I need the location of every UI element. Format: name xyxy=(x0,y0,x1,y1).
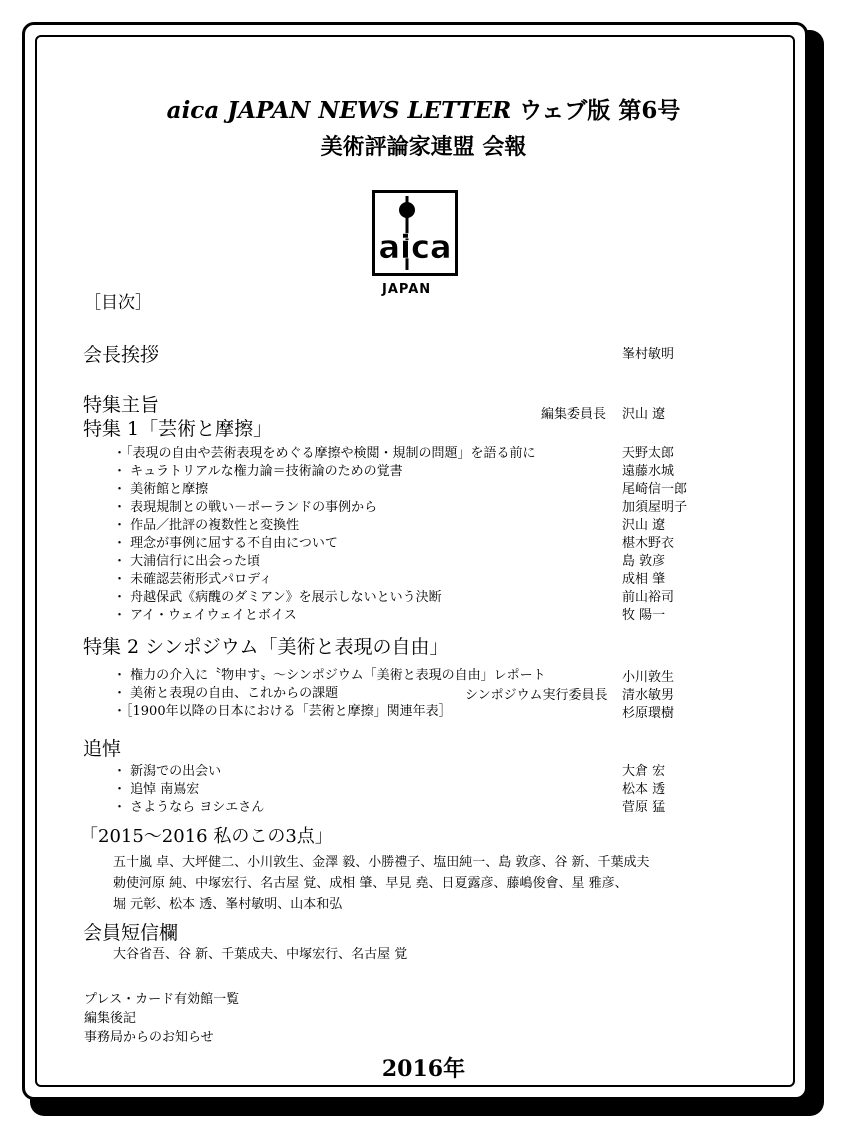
list-item-author: 菅原 猛 xyxy=(622,800,666,815)
members-line: 大谷省吾、谷 新、千葉成夫、中塚宏行、名古屋 覚 xyxy=(113,947,408,962)
list-item: ・ 権力の介入に〝物申す〟～シンポジウム「美術と表現の自由」レポート xyxy=(113,668,546,683)
three-points-line: 勅使河原 純、中塚宏行、名古屋 覚、成相 肇、早見 堯、日夏露彦、藤嶋俊會、星 雅彦、 xyxy=(113,876,628,891)
logo-subtext: JAPAN xyxy=(382,282,432,297)
greeting-title: 会長挨拶 xyxy=(83,344,160,366)
list-item: ・ アイ・ウェイウェイとボイス xyxy=(113,608,297,623)
feature-intro-title: 特集主旨 xyxy=(83,394,160,416)
list-item-author: 清水敏男 xyxy=(622,688,675,703)
list-item: ・ 美術と表現の自由、これからの課題 xyxy=(113,686,339,701)
list-item: ・「表現の自由や芸術表現をめぐる摩擦や検閲・規制の問題」を語る前に xyxy=(113,446,536,461)
list-item-author: 沢山 遼 xyxy=(622,518,666,533)
list-item: ・ 理念が事例に屈する不自由について xyxy=(113,536,338,551)
greeting-author: 峯村敏明 xyxy=(622,347,675,362)
list-item: ・ 舟越保武《病醜のダミアン》を展示しないという決断 xyxy=(113,590,442,605)
list-item-author: 島 敦彦 xyxy=(622,554,666,569)
title-latin: aica JAPAN NEWS LETTER xyxy=(166,97,512,124)
three-points-title: 「2015～2016 私のこの3点」 xyxy=(80,826,333,847)
list-item: ・ さようなら ヨシエさん xyxy=(113,800,265,815)
footer-item: 編集後記 xyxy=(84,1011,137,1026)
list-item: ・ 大浦信行に出会った頃 xyxy=(113,554,261,569)
logo-word: aica xyxy=(378,228,452,266)
toc-label: ［目次］ xyxy=(84,293,152,313)
list-item-author: 杉原環樹 xyxy=(622,706,675,721)
members-title: 会員短信欄 xyxy=(83,922,179,944)
list-item-author: 成相 肇 xyxy=(622,572,666,587)
list-item: ・ 美術館と摩擦 xyxy=(113,482,209,497)
list-item: ・ キュラトリアルな権力論＝技術論のための覚書 xyxy=(113,464,403,479)
list-item-role: シンポジウム実行委員長 xyxy=(465,688,608,703)
list-item-author: 大倉 宏 xyxy=(622,764,666,779)
list-item-author: 尾崎信一郎 xyxy=(622,482,688,497)
newsletter-title xyxy=(0,92,847,125)
list-item: ・［1900年以降の日本における「芸術と摩擦」関連年表］ xyxy=(113,704,452,719)
list-item: ・ 追悼 南嶌宏 xyxy=(113,782,200,797)
aica-logo xyxy=(372,190,458,276)
list-item: ・ 作品／批評の複数性と変換性 xyxy=(113,518,300,533)
footer-item: 事務局からのお知らせ xyxy=(84,1030,214,1045)
list-item: ・ 未確認芸術形式パロディ xyxy=(113,572,273,587)
list-item-author: 牧 陽一 xyxy=(622,608,666,623)
memorial-title: 追悼 xyxy=(83,738,122,760)
list-item-author: 椹木野衣 xyxy=(622,536,675,551)
footer-item: プレス・カード有効館一覧 xyxy=(84,992,240,1007)
list-item-author: 前山裕司 xyxy=(622,590,675,605)
feature-intro-author: 沢山 遼 xyxy=(622,407,666,422)
list-item-author: 遠藤水城 xyxy=(622,464,675,479)
title-jp: ウェブ版 第6号 xyxy=(511,97,681,124)
feature-intro-role: 編集委員長 xyxy=(541,407,607,422)
list-item-author: 松本 透 xyxy=(622,782,666,797)
list-item-author: 加須屋明子 xyxy=(622,500,688,515)
list-item: ・ 表現規制との戦い－ポーランドの事例から xyxy=(113,500,378,515)
year: 2016年 xyxy=(381,1056,466,1082)
three-points-line: 堀 元彰、松本 透、峯村敏明、山本和弘 xyxy=(113,897,343,912)
list-item-author: 天野太郎 xyxy=(622,446,675,461)
list-item: ・ 新潟での出会い xyxy=(113,764,222,779)
feature2-title: 特集 2 シンポジウム「美術と表現の自由」 xyxy=(83,636,449,658)
newsletter-subtitle: 美術評論家連盟 会報 xyxy=(320,134,527,160)
three-points-line: 五十嵐 卓、大坪健二、小川敦生、金澤 毅、小勝禮子、塩田純一、島 敦彦、谷 新、千葉成夫 xyxy=(113,855,650,870)
feature1-title: 特集 1「芸術と摩擦」 xyxy=(83,418,273,440)
list-item-author: 小川敦生 xyxy=(622,670,675,685)
